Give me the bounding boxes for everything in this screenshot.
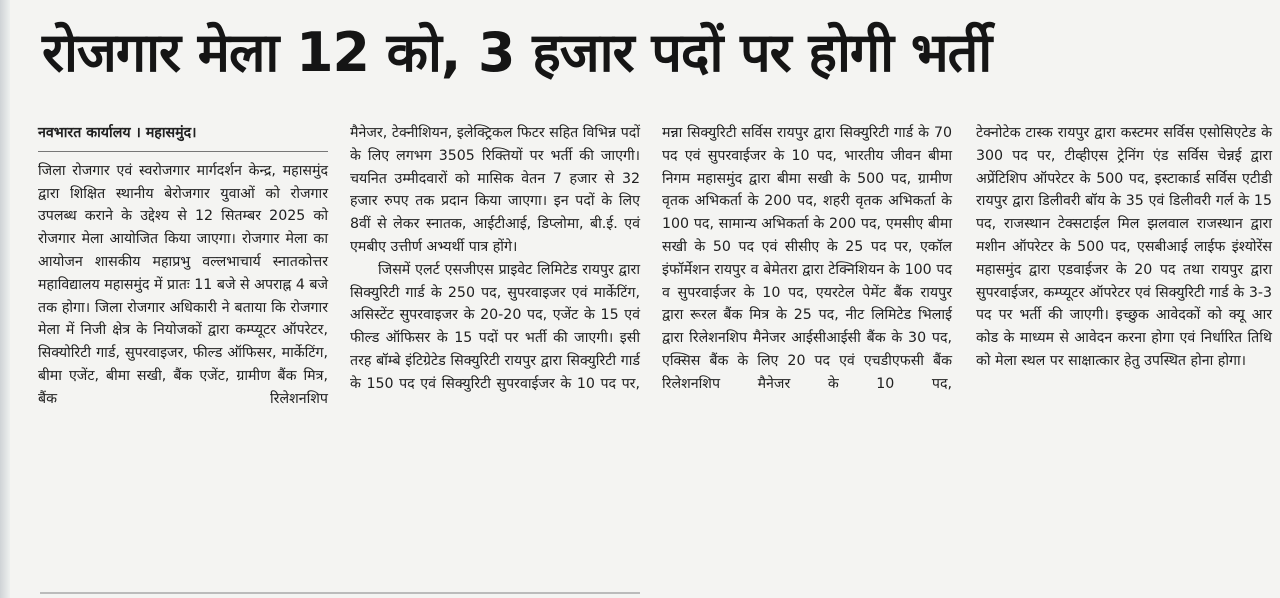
column-1-text: जिला रोजगार एवं स्वरोजगार मार्गदर्शन केन्द्र, महासमुंद द्वारा शिक्षित स्थानीय बेरोजगार युवाओं को रोजगार उपलब्ध कराने के उद्देश्य से 12 सितम्बर 2025 को रोजगार मेला आयोजित किया जाएगा। रोजगार मेला का आयोजन शासकीय महाप्रभु वल्लभाचार्य स्नातकोत्तर महाविद्यालय महासमुंद में प्रातः 11 बजे से अपराह्न 4 बजे तक होगा। जिला रोजगार अधिकारी ने बताया कि रोजगार मेला में निजी क्षेत्र के नियोजकों द्वारा कम्प्यूटर ऑपरेटर, सिक्योरिटी गार्ड, सुपरवाइजर, फील्ड ऑफिसर, मार्केटिंग, बीमा एजेंट, बीमा सखी, बैंक एजेंट, ग्रामीण बैंक मित्र, बैंक रिलेशनशिप [38, 162, 328, 407]
column-1 [38, 122, 328, 411]
column-3-text: मन्ना सिक्युरिटी सर्विस रायपुर द्वारा सिक्युरिटी गार्ड के 70 पद एवं सुपरवाईजर के 10 पद, भारतीय जीवन बीमा निगम महासमुंद द्वारा बीमा सखी के 500 पद, ग्रामीण वृतक अभिकर्ता के 200 पद, शहरी वृतक अभिकर्ता के 100 पद, सामान्य अभिकर्ता के 200 पद, एमसीए बीमा सखी के 50 पद एवं सीसीए के 25 पद पर, एकॉल इंफॉर्मेशन रायपुर व बेमेतरा द्वारा टेक्निशियन के 100 पद व सुपरवाईजर के 10 पद, एयरटेल पेमेंट बैंक रायपुर द्वारा रूरल बैंक मित्र के 25 पद, नीट लिमिटेड भिलाई द्वारा रिलेशनशिप मैनेजर आईसीआईसी बैंक के 30 पद, एक्सिस बैंक के लिए 20 पद एवं एचडीएफसी बैंक रिलेशनशिप मैनेजर के 10 पद, [662, 125, 952, 392]
dateline: नवभारत कार्यालय । महासमुंद। [38, 122, 328, 152]
headline: रोजगार मेला 12 को, 3 हजार पदों पर होगी भर्ती [42, 21, 992, 84]
column-4-text: टेक्नोटेक टास्क रायपुर द्वारा कस्टमर सर्विस एसोसिएटेड के 300 पद पर, टीव्हीएस ट्रेनिंग एंड सर्विस चेन्नई द्वारा अप्रेंटिशिप ऑपरेटर के 500 पद, इस्टाकार्ड सर्विस एटीडी रायपुर द्वारा डिलीवरी बॉय के 35 एवं डिलीवरी गर्ल के 15 पद, राजस्थान टेक्सटाईल मिल झलवाल राजस्थान द्वारा मशीन ऑपरेटर के 500 पद, एसबीआई लाईफ इंश्योरेंस महासमुंद द्वारा एडवाईजर के 20 पद तथा रायपुर द्वारा सुपरवाईजर, कम्प्यूटर ऑपरेटर एवं सिक्युरिटी गार्ड के 3-3 पद पर भर्ती की जाएगी। इच्छुक आवेदकों को क्यू आर कोड के माध्यम से आवेदन करना होगा एवं निर्धारित तिथि को मेला स्थल पर साक्षात्कार हेतु उपस्थित होना होगा। [976, 125, 1272, 369]
column-4 [976, 122, 1272, 373]
column-2-paragraph-2: जिसमें एलर्ट एसजीएस प्राइवेट लिमिटेड रायपुर द्वारा सिक्युरिटी गार्ड के 250 पद, सुपरवाइजर एवं मार्केटिंग, असिस्टेंट सुपरवाइजर के 20-20 पद, एजेंट के 15 एवं फील्ड ऑफिसर के 15 पदों पर भर्ती की जाएगी। इसी तरह बॉम्बे इंटिग्रेटेड सिक्युरिटी रायपुर द्वारा सिक्युरिटी गार्ड के 150 पद एवं सिक्युरिटी सुपरवाईजर के 10 पद पर, [350, 261, 640, 392]
column-2 [350, 122, 640, 396]
bottom-rule [40, 592, 640, 594]
column-2-paragraph-1: मैनेजर, टेक्नीशियन, इलेक्ट्रिकल फिटर सहित विभिन्न पदों के लिए लगभग 3505 रिक्तियों पर भर्ती की जाएगी। चयनित उम्मीदवारों को मासिक वेतन 7 हजार से 32 हजार रुपए तक प्रदान किया जाएगा। इन पदों के लिए 8वीं से लेकर स्नातक, आईटीआई, डिप्लोमा, बी.ई. एवं एमबीए उत्तीर्ण अभ्यर्थी पात्र होंगे। [350, 125, 640, 255]
page-left-edge [0, 0, 10, 598]
newspaper-clipping [30, 0, 1280, 598]
column-3 [662, 122, 952, 396]
article-body [38, 122, 1278, 582]
